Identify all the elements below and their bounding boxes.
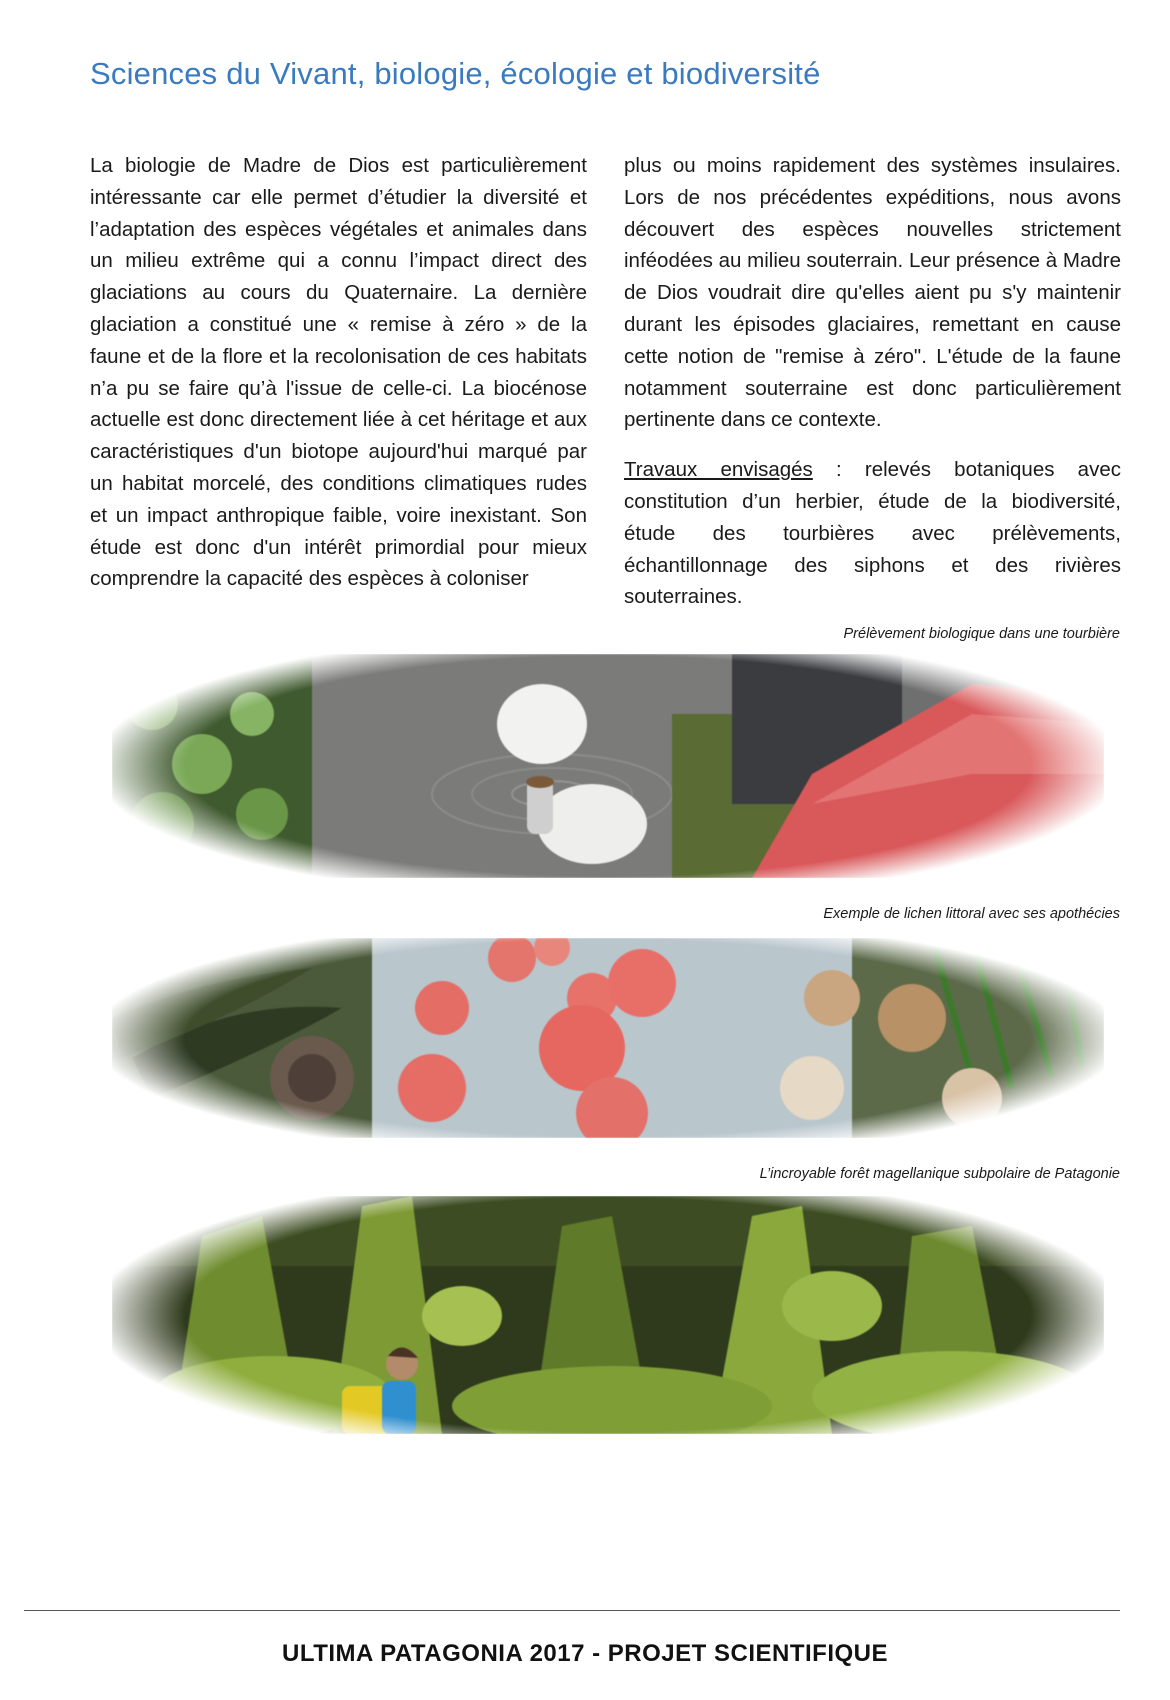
photo-coastal-lichen [112, 938, 1104, 1138]
left-text-column [90, 150, 587, 595]
forest-illustration [112, 1196, 1104, 1434]
peat-bog-illustration [112, 654, 1104, 878]
right-text-column [624, 150, 1121, 613]
page-title: Sciences du Vivant, biologie, écologie et biodiversité [90, 56, 821, 91]
lichen-illustration [112, 938, 1104, 1138]
photo-caption-peat-bog: Prélèvement biologique dans une tourbière [843, 626, 1120, 642]
photo-caption-forest: L’incroyable forêt magellanique subpolaire de Patagonie [759, 1166, 1120, 1182]
planned-works-paragraph [624, 454, 1121, 613]
photo-peat-bog-sampling [112, 654, 1104, 878]
planned-works-text: : relevés botaniques avec constitution d’un herbier, étude de la biodiversité, étude des tourbières avec prélèvements, échantillonnage des siphons et des rivières souterraines. [624, 458, 1121, 609]
footer-title: ULTIMA PATAGONIA 2017 - PROJET SCIENTIFIQUE [282, 1640, 888, 1667]
continuation-paragraph: plus ou moins rapidement des systèmes insulaires. Lors de nos précédentes expéditions, nous avons découvert des espèces nouvelles strictement inféodées au milieu souterrain. Leur présence à Madre de Dios voudrait dire qu'elles aient pu s'y maintenir durant les épisodes glaciaires, remettant en cause cette notion de "remise à zéro". L'étude de la faune notamment souterraine est donc particulièrement pertinente dans ce contexte. [624, 154, 1121, 432]
photo-magellanic-forest [112, 1196, 1104, 1434]
intro-paragraph: La biologie de Madre de Dios est particulièrement intéressante car elle permet d’étudier la diversité et l’adaptation des espèces végétales et animales dans un milieu extrême qui a connu l’impact direct des glaciations au cours du Quaternaire. La dernière glaciation a constitué une « remise à zéro » de la faune et de la flore et la recolonisation de ces habitats n’a pu se faire qu’à l'issue de celle-ci. La biocénose actuelle est donc directement liée à cet héritage et aux caractéristiques d'un biotope aujourd'hui marqué par un habitat morcelé, des conditions climatiques rudes et un impact anthropique faible, voire inexistant. Son étude est donc d'un intérêt primordial pour mieux comprendre la capacité des espèces à coloniser [90, 154, 587, 591]
footer-divider [24, 1610, 1120, 1611]
photo-caption-lichen: Exemple de lichen littoral avec ses apothécies [823, 906, 1120, 922]
planned-works-label: Travaux envisagés [624, 458, 813, 482]
